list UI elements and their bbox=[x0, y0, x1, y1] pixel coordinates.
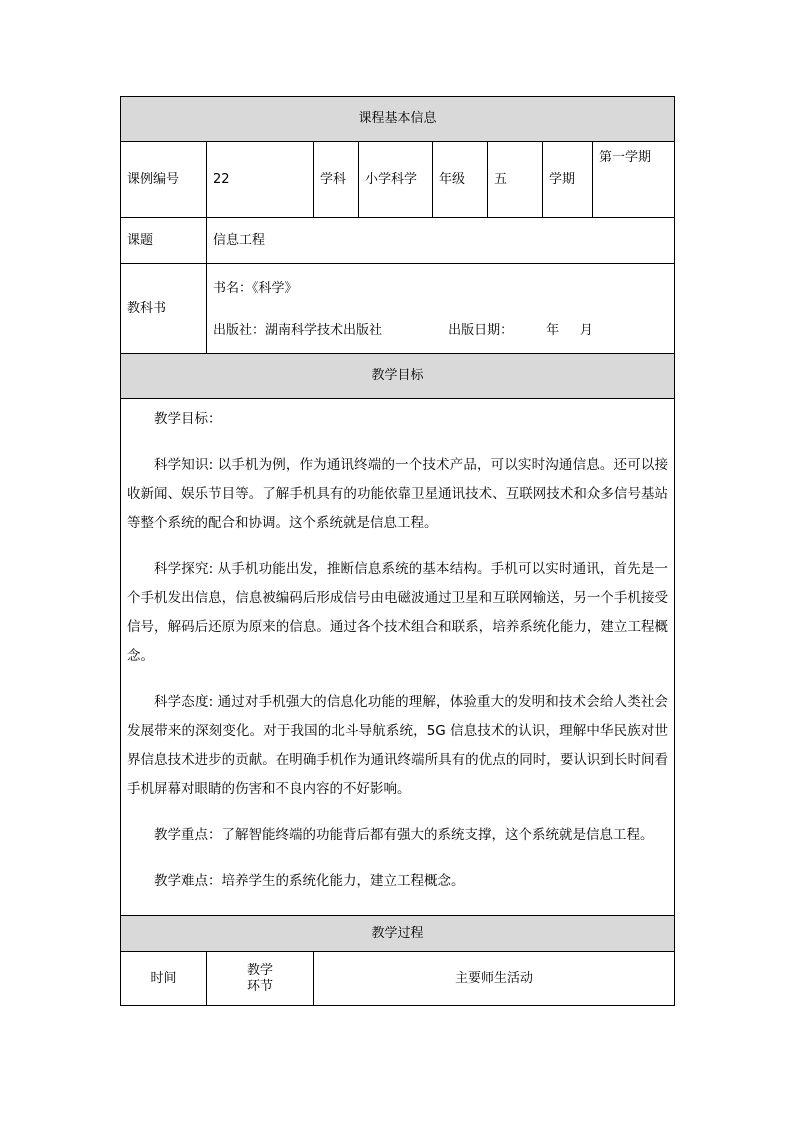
objectives-row bbox=[121, 399, 675, 916]
grade-label: 年级 bbox=[433, 142, 488, 218]
case-no-value: 22 bbox=[207, 142, 314, 218]
lesson-plan-table bbox=[120, 96, 675, 1006]
lesson-plan-sheet bbox=[120, 96, 674, 1006]
term-value: 第一学期 bbox=[593, 142, 675, 218]
case-no-label: 课例编号 bbox=[121, 142, 207, 218]
objectives-header: 教学目标 bbox=[121, 354, 675, 399]
process-header: 教学过程 bbox=[121, 916, 675, 952]
key-point: 教学重点：了解智能终端的功能背后都有强大的系统支撑，这个系统就是信息工程。 bbox=[154, 827, 654, 843]
objectives-intro: 教学目标： bbox=[154, 411, 222, 427]
grade-value: 五 bbox=[488, 142, 543, 218]
subject-value: 小学科学 bbox=[359, 142, 433, 218]
textbook-info bbox=[207, 264, 675, 354]
topic-row bbox=[121, 218, 675, 264]
objective-knowledge: 科学知识: 以手机为例，作为通讯终端的一个技术产品，可以实时沟通信息。还可以接收新闻、娱乐节目等。了解手机具有的功能依靠卫星通讯技术、互联网技术和众多信号基站等整个系统的配合和协调。这个系统就是信息工程。 bbox=[127, 457, 669, 531]
topic-value: 信息工程 bbox=[207, 218, 675, 264]
term-label: 学期 bbox=[543, 142, 593, 218]
stage-label-line-2: 环节 bbox=[246, 978, 273, 994]
objectives-content bbox=[121, 399, 675, 916]
objective-attitude: 科学态度: 通过对手机强大的信息化功能的理解，体验重大的发明和技术会给人类社会发展带来的深刻变化。对于我国的北斗导航系统，5G 信息技术的认识，理解中华民族对世界信息技术进步的贡献。在明确手机作为通讯终端所具有的优点的同时，要认识到长时间看手机屏幕对眼睛的伤害和不良内容的不好影响。 bbox=[127, 694, 669, 797]
publisher-line: 出版社：湖南科学技术出版社 出版日期： 年 月 bbox=[213, 322, 593, 338]
book-name: 书名：《科学》 bbox=[213, 280, 298, 296]
textbook-label: 教科书 bbox=[121, 264, 207, 354]
time-label: 时间 bbox=[121, 952, 207, 1006]
stage-label bbox=[207, 952, 314, 1006]
stage-label-line-1: 教学 bbox=[246, 962, 273, 978]
basic-info-row bbox=[121, 142, 675, 218]
basic-info-header-row bbox=[121, 97, 675, 142]
objectives-header-row bbox=[121, 354, 675, 399]
subject-label: 学科 bbox=[314, 142, 359, 218]
process-header-row bbox=[121, 916, 675, 952]
topic-label: 课题 bbox=[121, 218, 207, 264]
process-columns-row bbox=[121, 952, 675, 1006]
basic-info-header: 课程基本信息 bbox=[121, 97, 675, 142]
difficulty-point: 教学难点：培养学生的系统化能力，建立工程概念。 bbox=[154, 873, 465, 889]
objective-inquiry: 科学探究: 从手机功能出发，推断信息系统的基本结构。手机可以实时通讯，首先是一个手机发出信息，信息被编码后形成信号由电磁波通过卫星和互联网输送，另一个手机接受信号，解码后还原为原来的信息。通过各个技术组合和联系，培养系统化能力，建立工程概念。 bbox=[127, 561, 669, 664]
textbook-row bbox=[121, 264, 675, 354]
activity-label: 主要师生活动 bbox=[314, 952, 675, 1006]
